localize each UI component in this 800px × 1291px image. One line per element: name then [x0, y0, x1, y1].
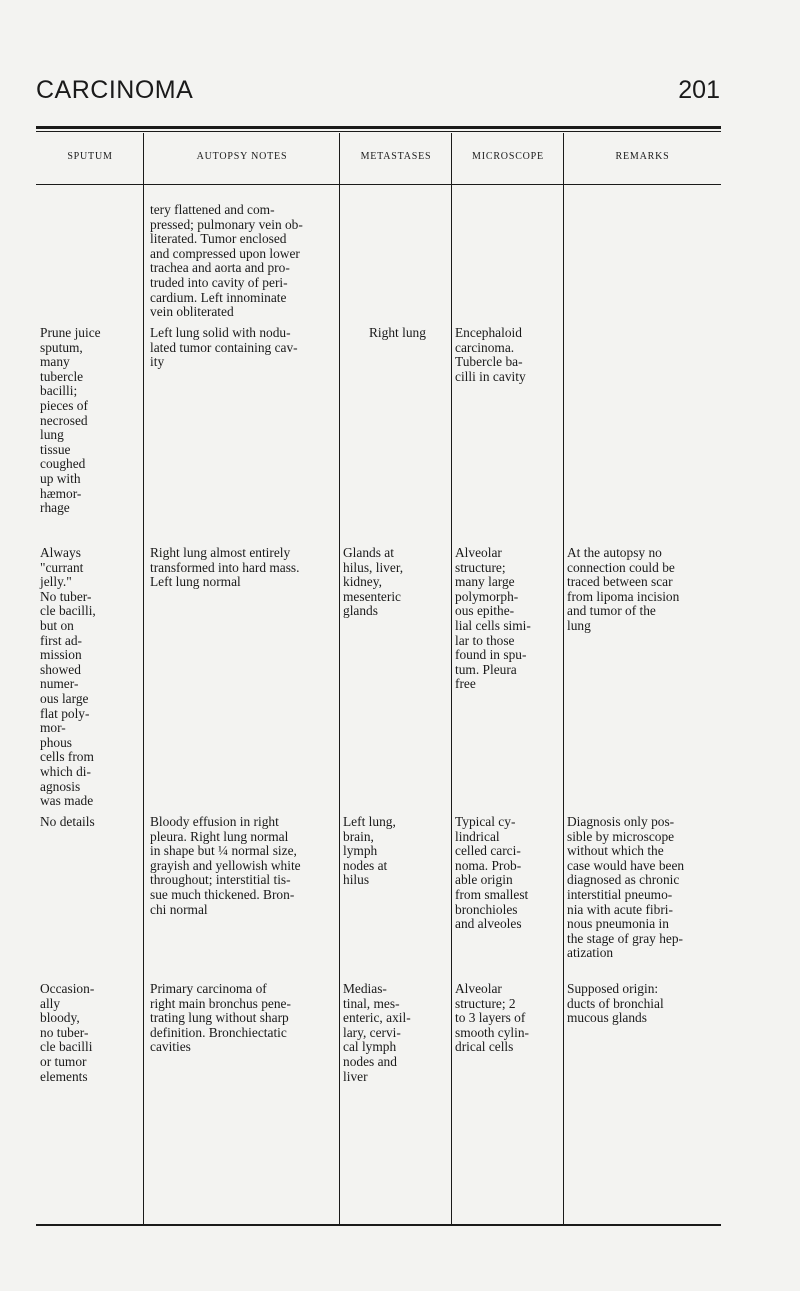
row-5-remarks: Supposed origin: ducts of bronchial mucous glands [567, 981, 664, 1026]
page-number: 201 [678, 76, 720, 104]
row-4-remarks: Diagnosis only pos- sible by microscope without which the case would have been diagnosed as chronic interstitial pneumo- nia with acute fibri- nous pneumonia in the stage of gray hep- atization [567, 814, 685, 961]
column-heading-microscope: MICROSCOPE [472, 151, 544, 162]
row-3-autopsy-notes: Right lung almost entirely transformed into hard mass. Left lung normal [150, 545, 300, 590]
row-2-sputum: Prune juice sputum, many tubercle bacilli; pieces of necrosed lung tissue coughed up with hæmor- rhage [40, 325, 101, 516]
row-4-metastases: Left lung, brain, lymph nodes at hilus [343, 814, 396, 888]
column-heading-sputum: SPUTUM [67, 151, 113, 162]
column-divider [143, 133, 144, 1224]
row-2-metastases: Right lung [369, 325, 426, 340]
row-4-microscope: Typical cy- lindrical celled carci- noma. Prob- able origin from smallest bronchioles and alveoles [455, 814, 529, 932]
column-heading-metastases: METASTASES [360, 151, 432, 162]
row-3-microscope: Alveolar structure; many large polymorph- ous epithe- lial cells simi- lar to those found in spu- tum. Pleura free [455, 545, 531, 692]
row-2-microscope: Encephaloid carcinoma. Tubercle ba- cilli in cavity [455, 325, 526, 384]
row-4-autopsy-notes: Bloody effusion in right pleura. Right lung normal in shape but ¼ normal size, grayish and yellowish white throughout; interstitial tis- sue much thickened. Bron- chi normal [150, 814, 301, 917]
row-2-autopsy-notes: Left lung solid with nodu- lated tumor containing cav- ity [150, 325, 298, 370]
page-header [0, 0, 800, 120]
heading-rule [36, 184, 721, 185]
row-5-metastases: Medias- tinal, mes- enteric, axil- lary, cervi- cal lymph nodes and liver [343, 981, 411, 1084]
row-1-autopsy-notes: tery flattened and com- pressed; pulmonary vein ob- literated. Tumor enclosed and compressed upon lower trachea and aorta and pro- truded into cavity of peri- cardium. Left innominate vein obliterated [150, 202, 303, 320]
row-3-sputum: Always "currant jelly." No tuber- cle bacilli, but on first ad- mission showed numer- ous large flat poly- mor- phous cells from which di- agnosis was made [40, 545, 96, 809]
row-5-sputum: Occasion- ally bloody, no tuber- cle bacilli or tumor elements [40, 981, 95, 1084]
column-divider [563, 133, 564, 1224]
row-5-autopsy-notes: Primary carcinoma of right main bronchus pene- trating lung without sharp definition. Bronchiectatic cavities [150, 981, 291, 1055]
row-4-sputum: No details [40, 814, 95, 829]
row-3-remarks: At the autopsy no connection could be traced between scar from lipoma incision and tumor of the lung [567, 545, 680, 633]
row-3-metastases: Glands at hilus, liver, kidney, mesenteric glands [343, 545, 404, 619]
row-5-microscope: Alveolar structure; 2 to 3 layers of smooth cylin- drical cells [455, 981, 530, 1055]
column-divider [339, 133, 340, 1224]
column-divider [451, 133, 452, 1224]
running-title: CARCINOMA [36, 76, 194, 104]
header-rule-thick [36, 126, 721, 129]
column-heading-remarks: REMARKS [615, 151, 670, 162]
header-rule-thin [36, 131, 721, 132]
table-bottom-rule [36, 1224, 721, 1226]
column-heading-autopsy-notes: AUTOPSY NOTES [196, 151, 288, 162]
